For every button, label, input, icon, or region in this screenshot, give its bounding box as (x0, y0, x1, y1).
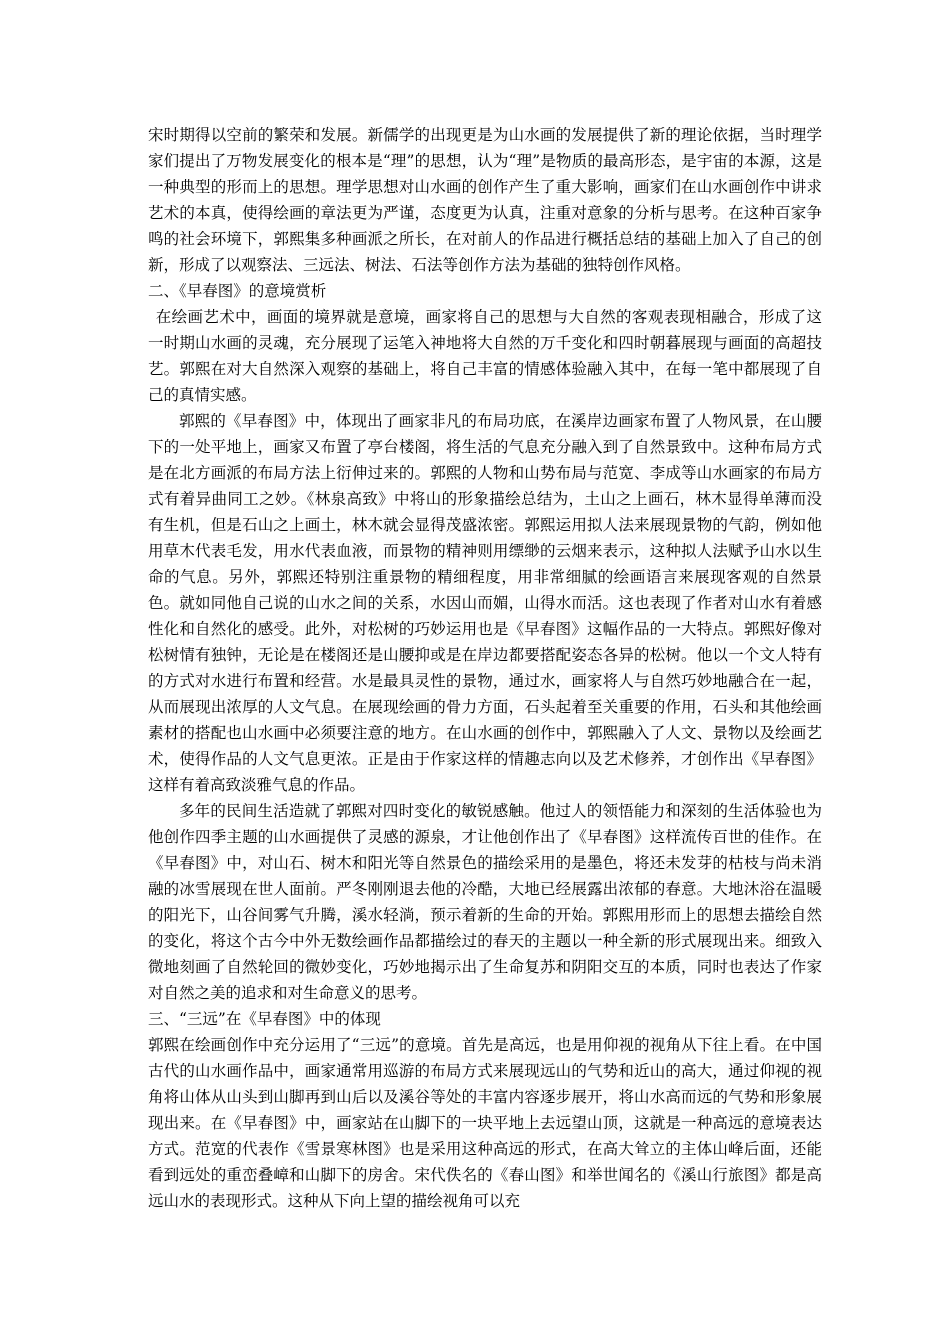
section-heading-2: 二、《早春图》的意境赏析 (148, 282, 327, 300)
section-heading-3: 三、“三远”在《早春图》中的体现 (148, 1010, 381, 1028)
document-page (148, 122, 822, 1214)
paragraph-artistic-conception: 在绘画艺术中，画面的境界就是意境，画家将自己的思想与大自然的客观表现相融合，形成了这一时期山水画的灵魂，充分展现了运笔入神地将大自然的万千变化和四时朝暮展现与画面的高超技艺。郭熙在对大自然深入观察的基础上，将自己丰富的情感体验融入其中，在每一笔中都展现了自己的真情实感。 (148, 308, 822, 404)
paragraph-layout-analysis: 郭熙的《早春图》中，体现出了画家非凡的布局功底，在溪岸边画家布置了人物风景，在山腰下的一处平地上，画家又布置了亭台楼阁，将生活的气息充分融入到了自然景致中。这种布局方式是在北方画派的布局方法上衍伸过来的。郭熙的人物和山势布局与范宽、李成等山水画家的布局方式有着异曲同工之妙。《林泉高致》中将山的形象描绘总结为，土山之上画石，林木显得单薄而没有生机，但是石山之上画土，林木就会显得茂盛浓密。郭熙运用拟人法来展现景物的气韵，例如他用草木代表毛发，用水代表血液，而景物的精神则用缥缈的云烟来表示，这种拟人法赋予山水以生命的气息。另外，郭熙还特别注重景物的精细程度，用非常细腻的绘画语言来展现客观的自然景色。就如同他自己说的山水之间的关系，水因山而媚，山得水而活。这也表现了作者对山水有着感性化和自然化的感受。此外，对松树的巧妙运用也是《早春图》这幅作品的一大特点。郭熙好像对松树情有独钟，无论是在楼阁还是山腰抑或是在岸边都要搭配姿态各异的松树。他以一个文人特有的方式对水进行布置和经营。水是最具灵性的景物，通过水，画家将人与自然巧妙地融合在一起，从而展现出浓厚的人文气息。在展现绘画的骨力方面，石头起着至关重要的作用，石头和其他绘画素材的搭配也山水画中必须要注意的地方。在山水画的创作中，郭熙融入了人文、景物以及绘画艺术，使得作品的人文气息更浓。正是由于作家这样的情趣志向以及艺术修养，才创作出《早春图》这样有着高致淡雅气息的作品。 (148, 412, 822, 794)
paragraph-seasonal-sensitivity: 多年的民间生活造就了郭熙对四时变化的敏锐感触。他过人的领悟能力和深刻的生活体验也为他创作四季主题的山水画提供了灵感的源泉，才让他创作出了《早春图》这样流传百世的佳作。在《早春图》中，对山石、树木和阳光等自然景色的描绘采用的是墨色，将还未发芽的枯枝与尚未消融的冰雪展现在世人面前。严冬刚刚退去他的冷酷，大地已经展露出浓郁的春意。大地沐浴在温暖的阳光下，山谷间雾气升腾，溪水轻淌，预示着新的生命的开始。郭熙用形而上的思想去描绘自然的变化，将这个古今中外无数绘画作品都描绘过的春天的主题以一种全新的形式展现出来。细致入微地刻画了自然轮回的微妙变化，巧妙地揭示出了生命复苏和阴阳交互的本质，同时也表达了作家对自然之美的追求和对生命意义的思考。 (148, 802, 822, 1002)
paragraph-three-distances: 郭熙在绘画创作中充分运用了“三远”的意境。首先是高远，也是用仰视的视角从下往上看。在中国古代的山水画作品中，画家通常用巡游的布局方式来展现远山的气势和近山的高大，通过仰视的视角将山体从山头到山脚再到山后以及溪谷等处的丰富内容逐步展开，将山水高而远的气势和形象展现出来。在《早春图》中，画家站在山脚下的一块平地上去远望山顶，这就是一种高远的意境表达方式。范宽的代表作《雪景寒林图》也是采用这种高远的形式，在高大耸立的主体山峰后面，还能看到远处的重峦叠嶂和山脚下的房舍。宋代佚名的《春山图》和举世闻名的《溪山行旅图》都是高远山水的表现形式。这种从下向上望的描绘视角可以充 (148, 1036, 822, 1210)
paragraph-song-dynasty-context: 宋时期得以空前的繁荣和发展。新儒学的出现更是为山水画的发展提供了新的理论依据，当时理学家们提出了万物发展变化的根本是“理”的思想，认为“理”是物质的最高形态，是宇宙的本源，这是一种典型的形而上的思想。理学思想对山水画的创作产生了重大影响，画家们在山水画创作中讲求艺术的本真，使得绘画的章法更为严谨，态度更为认真，注重对意象的分析与思考。在这种百家争鸣的社会环境下，郭熙集多种画派之所长，在对前人的作品进行概括总结的基础上加入了自己的创新，形成了以观察法、三远法、树法、石法等创作方法为基础的独特创作风格。 (148, 126, 822, 274)
